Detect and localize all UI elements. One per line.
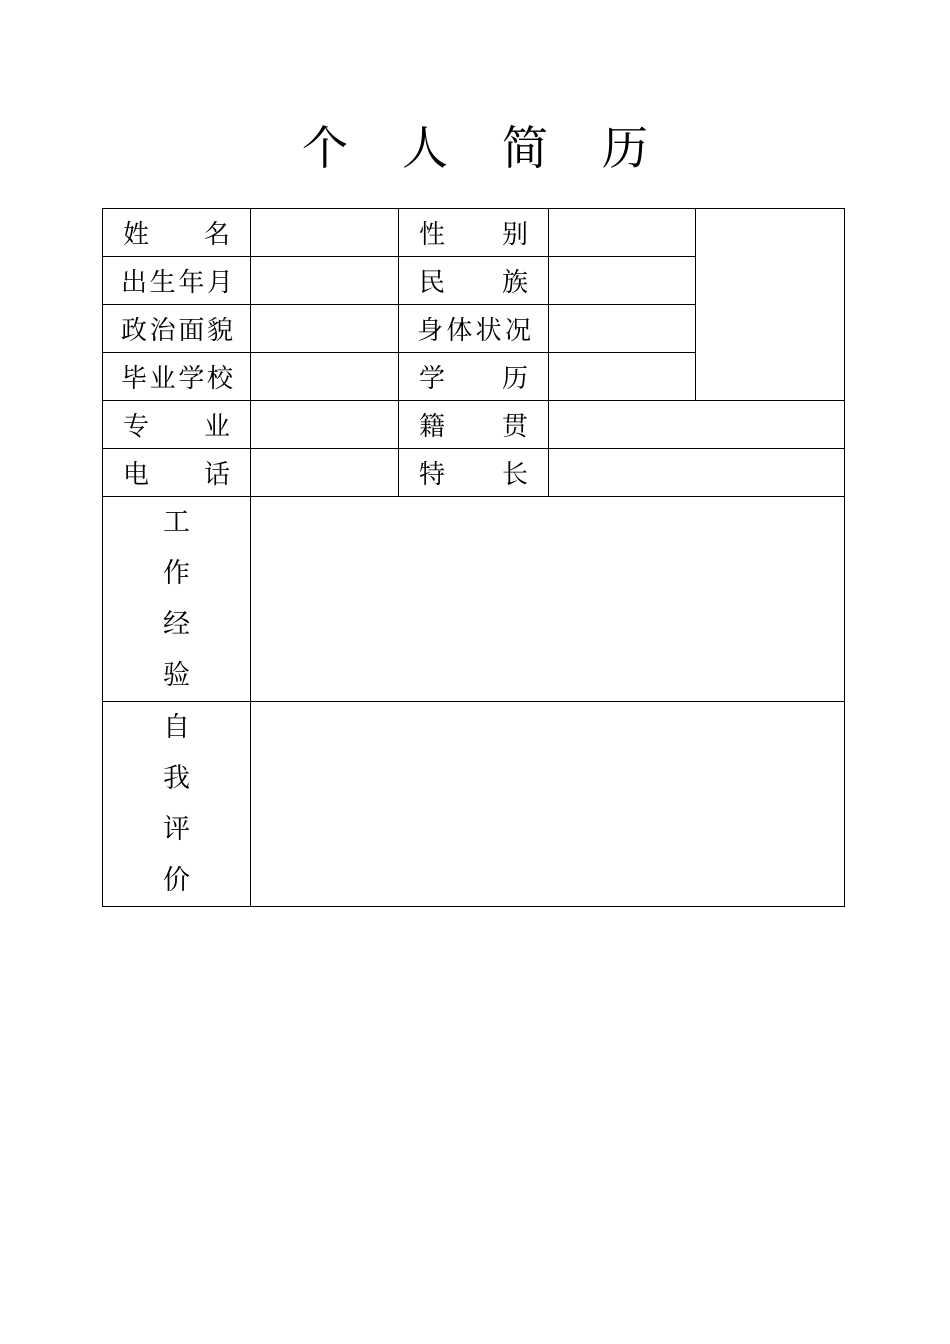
title-char-3: 简	[502, 121, 548, 175]
ethnicity-field[interactable]	[549, 257, 696, 305]
health-status-label: 身体状况	[399, 305, 549, 353]
work-experience-field[interactable]	[251, 497, 845, 702]
self-evaluation-label-cell	[103, 702, 251, 907]
education-label: 学历	[399, 353, 549, 401]
school-label: 毕业学校	[103, 353, 251, 401]
row-phone	[103, 449, 845, 497]
resume-table	[102, 208, 845, 907]
native-place-field[interactable]	[549, 401, 845, 449]
political-status-field[interactable]	[251, 305, 399, 353]
title-char-4: 历	[602, 121, 648, 175]
school-field[interactable]	[251, 353, 399, 401]
major-field[interactable]	[251, 401, 399, 449]
self-evaluation-label: 自我评价	[163, 712, 190, 896]
self-evaluation-field[interactable]	[251, 702, 845, 907]
specialty-label: 特长	[399, 449, 549, 497]
political-status-label: 政治面貌	[103, 305, 251, 353]
birth-date-label: 出生年月	[103, 257, 251, 305]
name-label: 姓名	[103, 209, 251, 257]
native-place-label: 籍贯	[399, 401, 549, 449]
phone-field[interactable]	[251, 449, 399, 497]
row-work-experience	[103, 497, 845, 702]
row-name	[103, 209, 845, 257]
education-field[interactable]	[549, 353, 696, 401]
ethnicity-label: 民族	[399, 257, 549, 305]
title-char-1: 个	[302, 121, 348, 175]
title-char-2: 人	[402, 121, 448, 175]
name-field[interactable]	[251, 209, 399, 257]
birth-date-field[interactable]	[251, 257, 399, 305]
specialty-field[interactable]	[549, 449, 845, 497]
major-label: 专业	[103, 401, 251, 449]
row-self-evaluation	[103, 702, 845, 907]
work-experience-label: 工作经验	[163, 507, 190, 691]
photo-cell[interactable]	[696, 209, 845, 401]
gender-label: 性别	[399, 209, 549, 257]
row-major	[103, 401, 845, 449]
phone-label: 电话	[103, 449, 251, 497]
health-status-field[interactable]	[549, 305, 696, 353]
page-title	[0, 118, 950, 178]
gender-field[interactable]	[549, 209, 696, 257]
work-experience-label-cell	[103, 497, 251, 702]
